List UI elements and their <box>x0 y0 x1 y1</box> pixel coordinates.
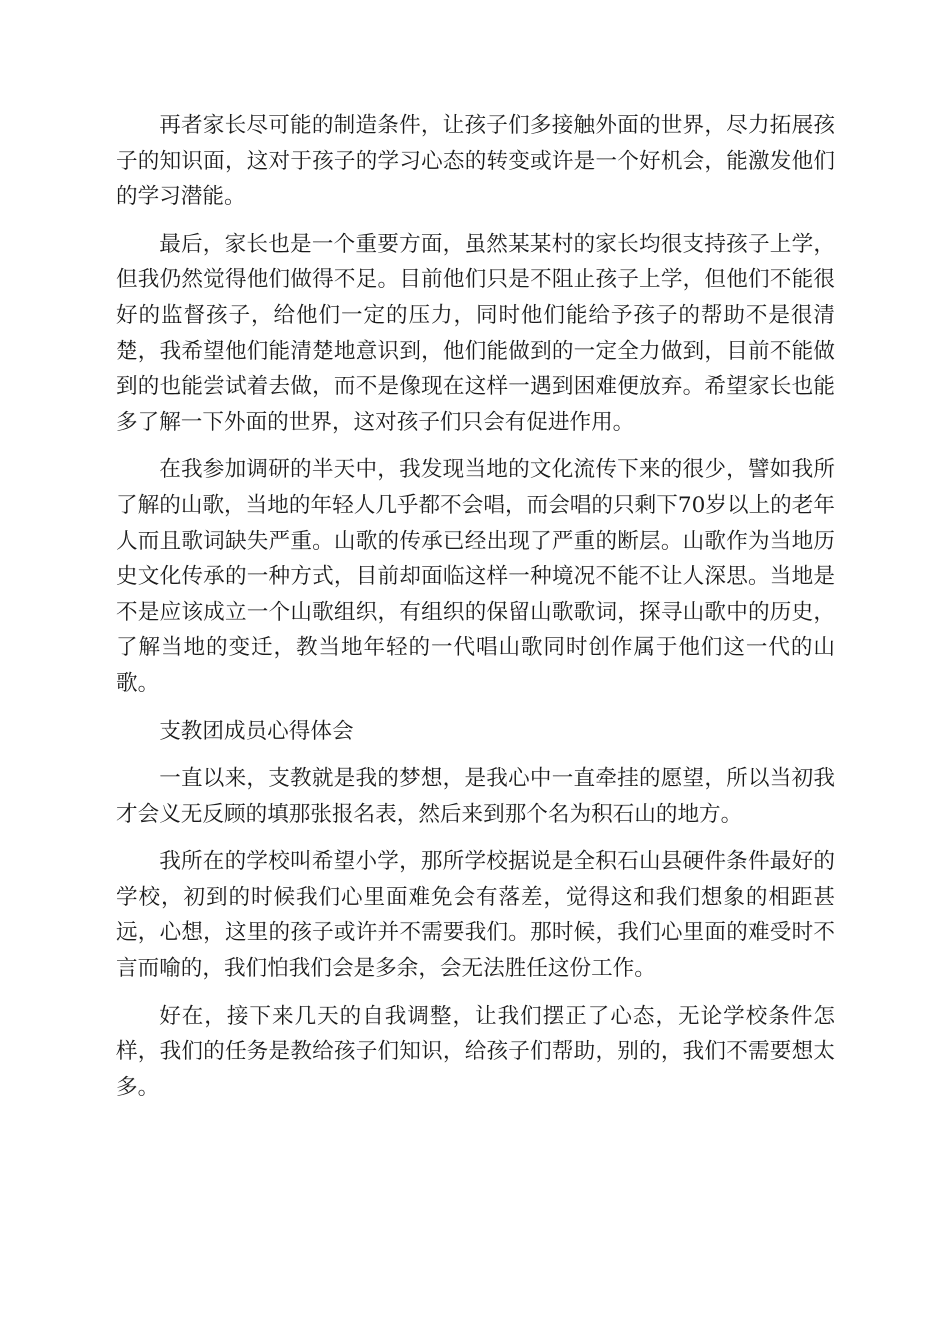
paragraph-parent-role: 最后，家长也是一个重要方面，虽然某某村的家长均很支持孩子上学，但我仍然觉得他们做得不足。目前他们只是不阻止孩子上学，但他们不能很好的监督孩子，给他们一定的压力，同时他们能给予孩子的帮助不是很清楚，我希望他们能清楚地意识到，他们能做到的一定全力做到，目前不能做到的也能尝试着去做，而不是像现在这样一遇到困难便放弃。希望家长也能多了解一下外面的世界，这对孩子们只会有促进作用。 <box>116 231 835 435</box>
section-heading: 支教团成员心得体会 <box>159 718 354 744</box>
paragraph-dream: 一直以来，支教就是我的梦想，是我心中一直牵挂的愿望，所以当初我才会义无反顾的填那张报名表，然后来到那个名为积石山的地方。 <box>116 766 835 827</box>
paragraph-school: 我所在的学校叫希望小学，那所学校据说是全积石山县硬件条件最好的学校，初到的时候我们心里面难免会有落差，觉得这和我们想象的相距甚远，心想，这里的孩子或许并不需要我们。那时候，我们心里面的难受时不言而喻的，我们怕我们会是多余，会无法胜任这份工作。 <box>116 849 835 982</box>
paragraph-adjustment: 好在，接下来几天的自我调整，让我们摆正了心态，无论学校条件怎样，我们的任务是教给孩子们知识，给孩子们帮助，别的，我们不需要想太多。 <box>116 1003 835 1100</box>
document-page <box>116 108 835 1117</box>
paragraph-parent-conditions: 再者家长尽可能的制造条件，让孩子们多接触外面的世界，尽力拓展孩子的知识面，这对于孩子的学习心态的转变或许是一个好机会，能激发他们的学习潜能。 <box>116 113 835 210</box>
paragraph-folk-songs: 在我参加调研的半天中，我发现当地的文化流传下来的很少，譬如我所了解的山歌，当地的年轻人几乎都不会唱，而会唱的只剩下70岁以上的老年人而且歌词缺失严重。山歌的传承已经出现了严重的断层。山歌作为当地历史文化传承的一种方式，目前却面临这样一种境况不能不让人深思。当地是不是应该成立一个山歌组织，有组织的保留山歌歌词，探寻山歌中的历史，了解当地的变迁，教当地年轻的一代唱山歌同时创作属于他们这一代的山歌。 <box>116 457 835 696</box>
